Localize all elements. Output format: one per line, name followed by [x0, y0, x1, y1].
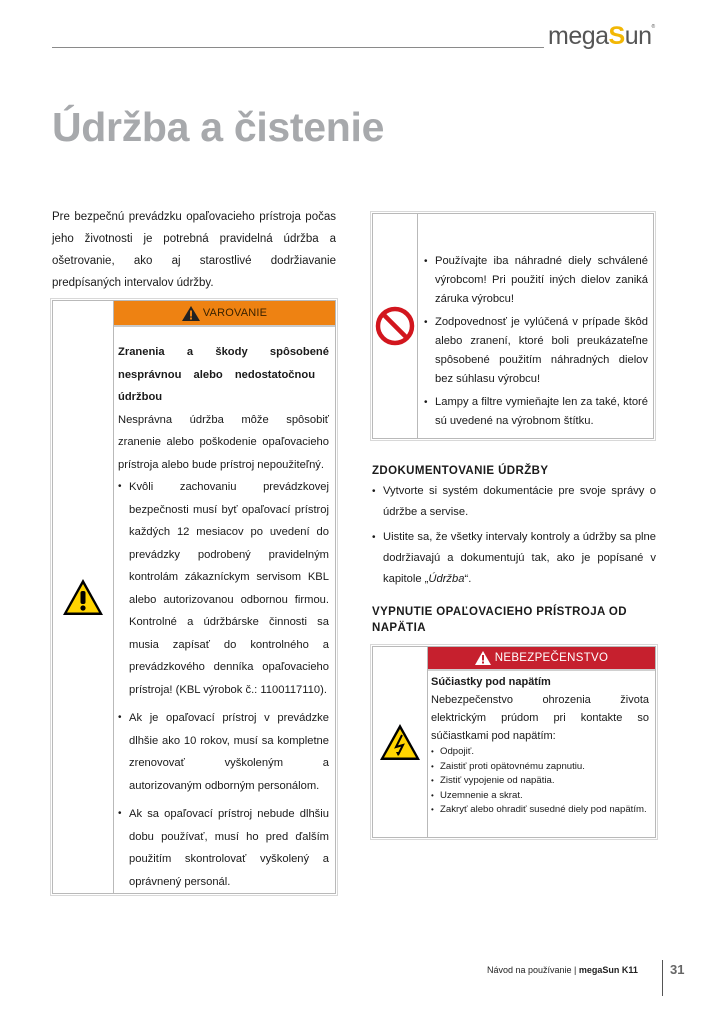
warning-body	[114, 327, 335, 905]
prohibition-box	[372, 213, 654, 439]
warning-heading: Zranenia a škody spôsobené nesprávnou alebo nedostatočnou	[118, 346, 329, 381]
warning-label: VAROVANIE	[202, 307, 268, 319]
warning-description: Nesprávna údržba môže spôsobiť zranenie alebo poškodenie opaľovacieho prístroja alebo bude prístroj nepoužiteľný.	[118, 413, 329, 471]
danger-label: NEBEZPEČENSTVO	[494, 652, 609, 664]
logo-text-un: un	[624, 22, 652, 50]
prohibition-text	[418, 214, 653, 438]
header-rule	[52, 47, 544, 48]
prohibition-icon-cell	[373, 214, 418, 438]
footer-product: megaSun K11	[578, 965, 638, 975]
warning-icon-cell	[53, 301, 114, 893]
section-title-documentation: ZDOKUMENTOVANIE ÚDRŽBY	[372, 465, 549, 477]
danger-box	[372, 646, 656, 838]
documentation-section	[372, 463, 656, 594]
footer-label: Návod na používanie |	[487, 965, 579, 975]
logo-text-s: S	[608, 22, 625, 50]
list-item: • Lampy a filtre vymieňajte len za také, ktoré sú uvedené na výrobnom štítku.	[424, 393, 648, 431]
list-item: • Zaistiť proti opätovnému zapnutiu.	[431, 760, 649, 775]
list-item: • Vytvorte si systém dokumentácie pre svoje správy o údržbe a servise.	[372, 481, 656, 523]
danger-header	[428, 647, 655, 671]
list-item: • Zistiť vypojenie od napätia.	[431, 774, 649, 789]
footer-divider	[662, 960, 663, 996]
left-column	[52, 206, 336, 894]
danger-bullet-list	[431, 745, 649, 818]
list-item: • Používajte iba náhradné diely schválené výrobcom! Pri použití iných dielov zaniká záruka výrobcu!	[424, 252, 648, 309]
list-item: • Kvôli zachovaniu prevádzkovej bezpečnosti musí byť opaľovací prístroj každých 12 mesiacov po uvedení do prevádzky podrobený pravidelným kontrolám zákazníckym servisom KBL alebo autorizovanou odbornou firmou. Kontrolné a údržbárske činnosti sa musia zapísať do kontrolného a prevádzkového denníka opaľovacieho prístroja! (KBL výrobok č.: 1100117110).	[118, 476, 329, 701]
list-item	[372, 527, 656, 590]
danger-heading: Súčiastky pod napätím	[431, 676, 551, 688]
bullet-text: Uistite sa, že všetky intervaly kontroly a údržby sa plne dodržiavajú a dokumentujú tak, ako je popísané v kapitole „	[383, 531, 656, 585]
warning-header	[114, 301, 335, 327]
warning-box	[52, 300, 336, 894]
power-off-section	[372, 604, 656, 838]
prohibition-bullet-list	[424, 252, 648, 431]
danger-icon-cell	[373, 647, 428, 837]
small-warning-icon	[475, 651, 491, 665]
list-item: • Ak sa opaľovací prístroj nebude dlhšiu dobu používať, musí ho pred ďalším použitím skontrolovať vyškolený a oprávnený personál.	[118, 803, 329, 893]
chapter-reference: Údržba	[428, 573, 465, 585]
logo-text-mega: mega	[548, 22, 609, 50]
list-item: • Odpojiť.	[431, 745, 649, 760]
danger-body	[428, 671, 655, 818]
page-number: 31	[670, 962, 685, 977]
page-title: Údržba a čistenie	[52, 104, 385, 150]
warning-bullet-list	[118, 476, 329, 893]
bullet-text-end: “.	[464, 573, 472, 585]
warning-text-cell	[114, 301, 335, 893]
section-title-power-off: VYPNUTIE OPAĽOVACIEHO PRÍSTROJA OD NAPÄTIA	[372, 606, 627, 634]
high-voltage-icon	[378, 722, 422, 762]
megasun-logo	[548, 22, 655, 51]
small-warning-icon	[182, 306, 200, 321]
danger-description: Nebezpečenstvo ohrozenia života elektrickým prúdom pri kontakte so súčiastkami pod napätím:	[431, 694, 649, 742]
footer-doc-label	[487, 965, 638, 975]
right-column	[372, 213, 654, 439]
danger-text-cell	[428, 647, 655, 837]
list-item: • Zakryť alebo ohradiť susedné diely pod napätím.	[431, 803, 649, 818]
list-item: • Uzemnenie a skrat.	[431, 789, 649, 804]
registered-mark: ®	[651, 24, 655, 30]
list-item: • Zodpovednosť je vylúčená v prípade škôd alebo zranení, ktoré boli preukázateľne spôsobené použitím náhradných dielov bez súhlasu výrobcu!	[424, 313, 648, 389]
warning-triangle-icon	[61, 577, 105, 617]
intro-paragraph: Pre bezpečnú prevádzku opaľovacieho prístroja počas jeho životnosti je potrebná pravidelná údržba a ošetrovanie, ako aj starostlivé dodržiavanie predpísaných intervalov údržby.	[52, 211, 336, 289]
warning-heading-cont: údržbou	[118, 391, 163, 403]
list-item: • Ak je opaľovací prístroj v prevádzke dlhšie ako 10 rokov, musí sa kompletne zrenovovať vyškoleným a autorizovaným odborným personálom.	[118, 707, 329, 797]
documentation-bullet-list	[372, 481, 656, 590]
prohibition-icon	[375, 306, 415, 346]
